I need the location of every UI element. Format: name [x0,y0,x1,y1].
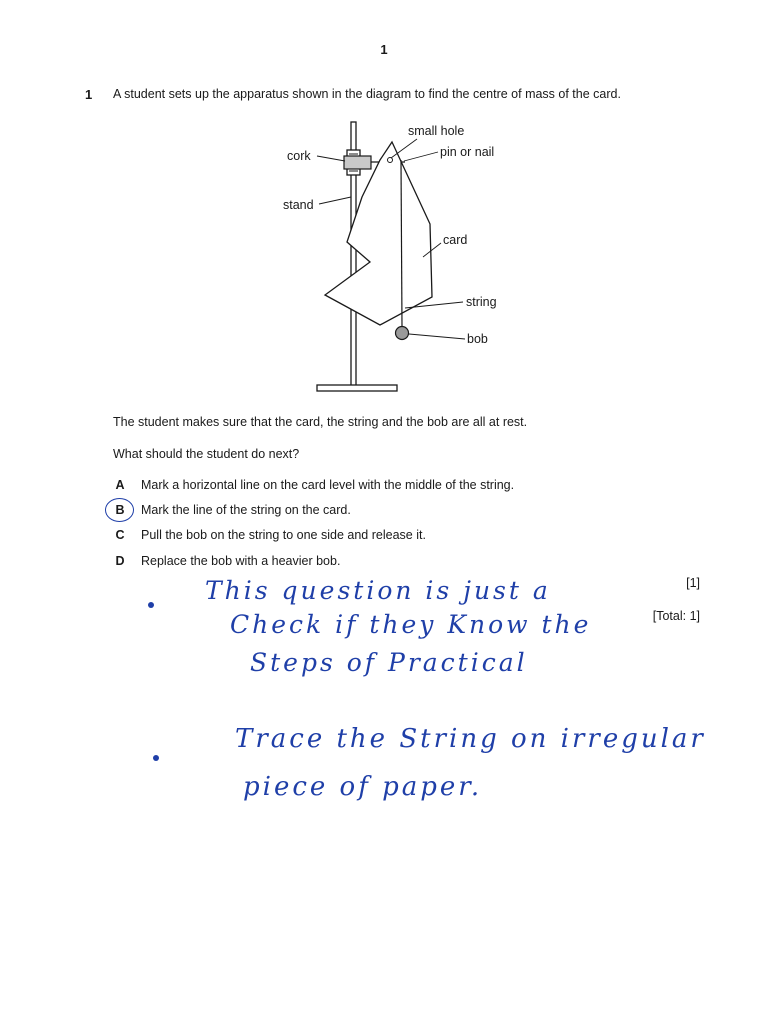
label-pin-or-nail: pin or nail [440,145,495,159]
apparatus-diagram [270,112,530,402]
question-text: A student sets up the apparatus shown in the diagram to find the centre of mass of the card. [113,87,621,101]
page-number: 1 [380,42,388,57]
stand-base [317,385,397,391]
label-stand: stand [283,198,314,212]
handwritten-note-line-5: piece of paper. [243,772,483,802]
option-a-letter: A [115,478,125,492]
statement-text: The student makes sure that the card, the string and the bob are all at rest. [113,415,528,429]
cork [344,156,371,169]
label-card: card [443,233,468,247]
card [325,142,432,325]
label-string: string [466,295,497,309]
label-small-hole: small hole [408,124,465,138]
question-number: 1 [85,87,93,102]
handwritten-note-line-3: Steps of Practical [250,648,528,677]
handwritten-bullet [153,755,159,761]
prompt-text: What should the student do next? [113,447,300,461]
label-bob: bob [467,332,488,346]
small-hole [388,158,393,163]
handwritten-bullet [148,602,154,608]
handwritten-note-line-2: Check if they Know the [230,610,592,639]
option-a-text: Mark a horizontal line on the card level with the middle of the string. [141,478,515,492]
marks-label: [1] [686,576,700,590]
label-cork: cork [287,149,311,163]
option-b-letter: B [115,503,125,517]
option-c-letter: C [115,528,125,542]
option-d-letter: D [115,554,125,568]
total-marks-label: [Total: 1] [652,609,700,623]
option-b-text: Mark the line of the string on the card. [141,503,351,517]
handwritten-note-line-4: Trace the String on irregular [235,724,706,754]
option-d-text: Replace the bob with a heavier bob. [141,554,341,568]
bob [396,327,409,340]
option-c-text: Pull the bob on the string to one side and release it. [141,528,426,542]
handwritten-note-line-1: This question is just a [205,576,551,605]
